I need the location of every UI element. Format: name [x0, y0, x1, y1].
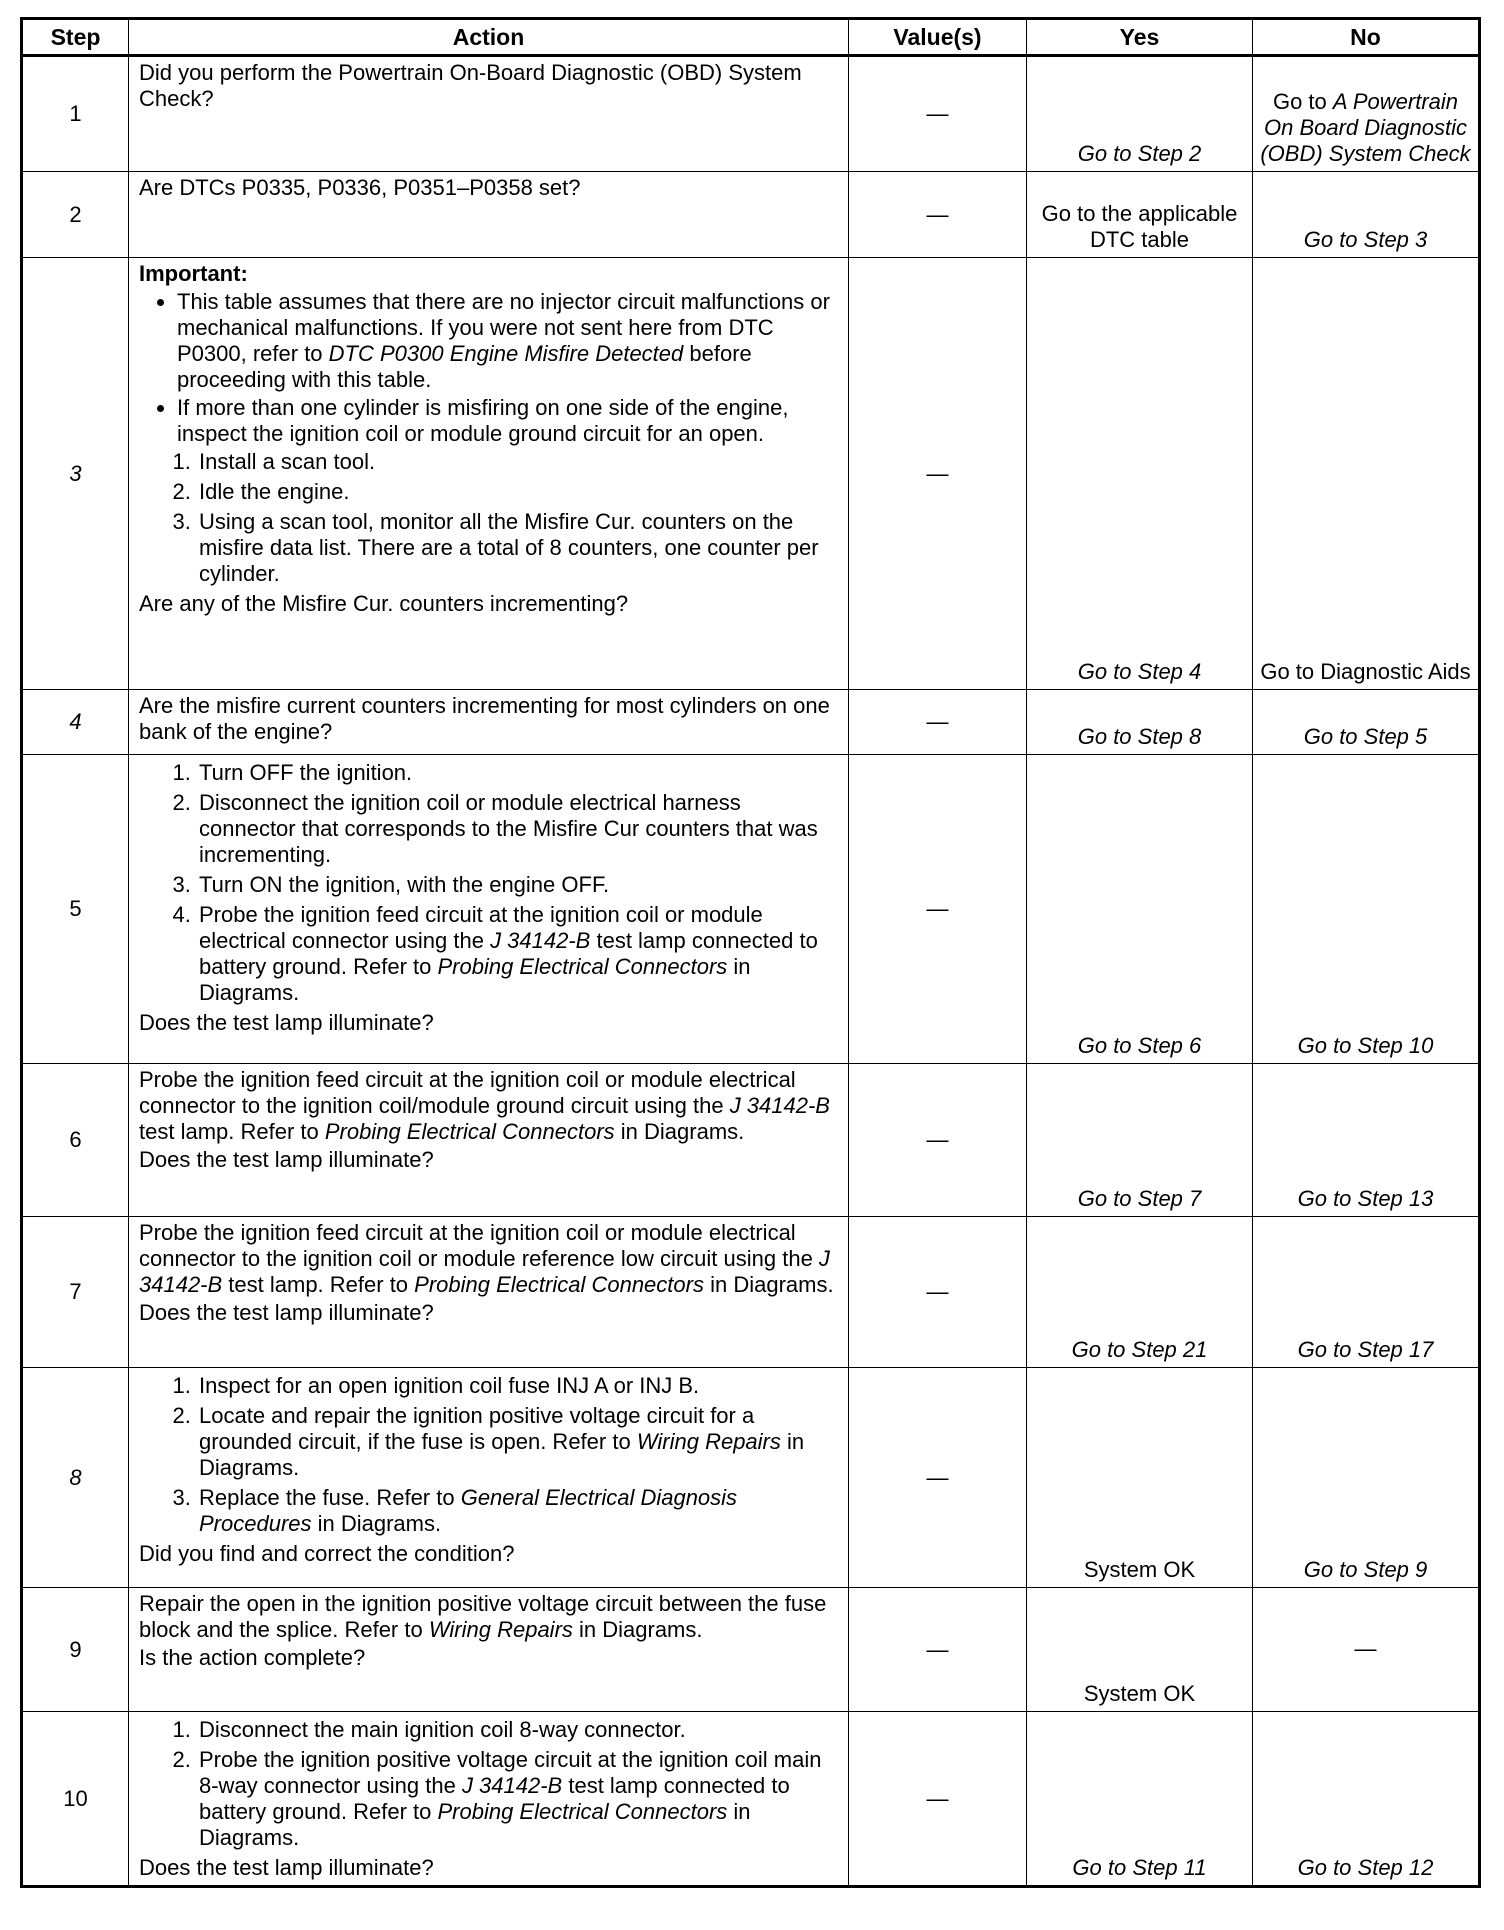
action-question: Does the test lamp illuminate? — [139, 1147, 434, 1172]
step-text: Locate and repair the ignition positive voltage circuit for a grounded circuit, if the fuse is open. Refer to — [199, 1403, 755, 1454]
action-text-part: in Diagrams. — [614, 1119, 745, 1144]
action-question: Does the test lamp illuminate? — [139, 1300, 434, 1325]
action-text: Did you perform the Powertrain On-Board Diagnostic (OBD) System Check? — [139, 60, 802, 111]
doc-link[interactable]: Wiring Repairs — [636, 1429, 781, 1454]
procedure-step: 1. Disconnect the main ignition coil 8-way connector. — [197, 1717, 840, 1743]
action-question: Does the test lamp illuminate? — [139, 1010, 434, 1035]
no-link[interactable]: Go to Diagnostic Aids — [1253, 258, 1480, 690]
procedure-step: 1. Install a scan tool. — [197, 449, 840, 475]
yes-link[interactable]: Go to Step 7 — [1027, 1064, 1253, 1217]
value-cell: — — [849, 1217, 1027, 1368]
action-text-part: Repair the open in the ignition positive voltage circuit between the fuse block and the splice. Refer to — [139, 1591, 827, 1642]
step-text: Replace the fuse. Refer to — [199, 1485, 461, 1510]
action-question: Does the test lamp illuminate? — [139, 1855, 434, 1880]
no-cell: — — [1253, 1588, 1480, 1712]
table-row — [22, 1588, 1480, 1712]
action-question: Are any of the Misfire Cur. counters incrementing? — [139, 591, 629, 616]
action-text-part: test lamp. Refer to — [222, 1272, 415, 1297]
doc-link[interactable]: Probing Electrical Connectors — [437, 954, 728, 979]
step-number: 7 — [22, 1217, 129, 1368]
no-link[interactable]: Go to Step 9 — [1253, 1368, 1480, 1588]
value-cell: — — [849, 690, 1027, 755]
procedure-steps — [139, 1373, 840, 1537]
bullet-text: This table assumes that there are no injector circuit malfunctions or mechanical malfunctions. If you were not sent here from DTC P0300, refer to — [177, 289, 830, 366]
yes-cell: System OK — [1027, 1368, 1253, 1588]
doc-link[interactable]: Probing Electrical Connectors — [324, 1119, 615, 1144]
tool-name: J 34142-B — [461, 1773, 563, 1798]
action-text — [139, 1591, 840, 1643]
table-row — [22, 258, 1480, 690]
yes-cell: Go to the applicable DTC table — [1027, 172, 1253, 258]
procedure-step — [197, 1747, 840, 1851]
step-text: in Diagrams. — [311, 1511, 442, 1536]
value-cell: — — [849, 56, 1027, 172]
table-row — [22, 1064, 1480, 1217]
bullet-item — [177, 289, 840, 393]
step-text: in Diagrams. — [199, 1429, 805, 1480]
action-text-part: test lamp. Refer to — [139, 1119, 325, 1144]
step-number: 2 — [22, 172, 129, 258]
header-yes: Yes — [1027, 19, 1253, 56]
procedure-step: 1. Inspect for an open ignition coil fuse INJ A or INJ B. — [197, 1373, 840, 1399]
table-row — [22, 1217, 1480, 1368]
header-step: Step — [22, 19, 129, 56]
step-text: in Diagrams. — [199, 954, 751, 1005]
value-cell: — — [849, 755, 1027, 1064]
table-row — [22, 172, 1480, 258]
action-cell — [129, 755, 849, 1064]
procedure-steps — [139, 449, 840, 587]
action-cell — [129, 1217, 849, 1368]
yes-cell: System OK — [1027, 1588, 1253, 1712]
value-cell: — — [849, 1368, 1027, 1588]
step-number: 8 — [22, 1368, 129, 1588]
action-text — [139, 1220, 840, 1298]
value-cell: — — [849, 172, 1027, 258]
action-cell — [129, 258, 849, 690]
table-row — [22, 56, 1480, 172]
step-number: 1 — [22, 56, 129, 172]
no-prefix: Go to — [1272, 89, 1333, 114]
no-link[interactable]: Go to Step 5 — [1253, 690, 1480, 755]
doc-link[interactable]: DTC P0300 Engine Misfire Detected — [328, 341, 684, 366]
value-cell: — — [849, 1064, 1027, 1217]
header-no: No — [1253, 19, 1480, 56]
step-number: 9 — [22, 1588, 129, 1712]
action-text-part: Probe the ignition feed circuit at the ignition coil or module electrical connector to the ignition coil/module ground circuit using the — [139, 1067, 796, 1118]
action-cell — [129, 1064, 849, 1217]
action-text — [139, 1067, 840, 1145]
doc-link[interactable]: General Electrical Diagnosis Procedures — [199, 1485, 738, 1536]
no-link[interactable]: Go to Step 3 — [1253, 172, 1480, 258]
table-row — [22, 1368, 1480, 1588]
action-cell — [129, 1712, 849, 1887]
action-text: Are the misfire current counters incrementing for most cylinders on one bank of the engine? — [139, 693, 830, 744]
action-text-part: in Diagrams. — [703, 1272, 834, 1297]
procedure-steps — [139, 1717, 840, 1851]
yes-link[interactable]: Go to Step 21 — [1027, 1217, 1253, 1368]
procedure-step: 2. Disconnect the ignition coil or module electrical harness connector that corresponds to the Misfire Cur counters that was incrementing. — [197, 790, 840, 868]
tool-name: J 34142-B — [729, 1093, 830, 1118]
no-link[interactable]: Go to Step 13 — [1253, 1064, 1480, 1217]
bullet-text: before proceeding with this table. — [177, 341, 752, 392]
yes-link[interactable]: Go to Step 8 — [1027, 690, 1253, 755]
header-values: Value(s) — [849, 19, 1027, 56]
action-cell — [129, 56, 849, 172]
no-link[interactable]: Go to Step 12 — [1253, 1712, 1480, 1887]
yes-link[interactable]: Go to Step 6 — [1027, 755, 1253, 1064]
step-text: test lamp connected to battery ground. Refer to — [199, 928, 818, 979]
procedure-step — [197, 1403, 840, 1481]
tool-name: J 34142-B — [139, 1246, 830, 1297]
no-link[interactable]: Go to Step 17 — [1253, 1217, 1480, 1368]
action-cell — [129, 690, 849, 755]
step-number: 6 — [22, 1064, 129, 1217]
doc-link[interactable]: Probing Electrical Connectors — [437, 1799, 728, 1824]
table-row — [22, 1712, 1480, 1887]
step-text: in Diagrams. — [199, 1799, 751, 1850]
step-number: 10 — [22, 1712, 129, 1887]
tool-name: J 34142-B — [490, 928, 591, 953]
value-cell: — — [849, 1588, 1027, 1712]
action-question: Is the action complete? — [139, 1645, 366, 1670]
action-text-part: Probe the ignition feed circuit at the ignition coil or module electrical connector to the ignition coil or module reference low circuit using the — [139, 1220, 819, 1271]
step-text: test lamp connected to battery ground. Refer to — [199, 1773, 790, 1824]
action-cell — [129, 1588, 849, 1712]
header-action: Action — [129, 19, 849, 56]
value-cell: — — [849, 258, 1027, 690]
yes-link[interactable]: Go to Step 2 — [1027, 56, 1253, 172]
procedure-step: 3. Turn ON the ignition, with the engine OFF. — [197, 872, 840, 898]
important-label: Important: — [139, 261, 248, 286]
value-cell: — — [849, 1712, 1027, 1887]
no-link[interactable]: Go to Step 10 — [1253, 755, 1480, 1064]
yes-link[interactable]: Go to Step 4 — [1027, 258, 1253, 690]
table-row — [22, 690, 1480, 755]
diagnostic-table — [20, 17, 1481, 1888]
yes-link[interactable]: Go to Step 11 — [1027, 1712, 1253, 1887]
procedure-step: 1. Turn OFF the ignition. — [197, 760, 840, 786]
important-bullets — [139, 289, 840, 447]
bullet-item: • If more than one cylinder is misfiring on one side of the engine, inspect the ignition coil or module ground circuit for an open. — [177, 395, 840, 447]
action-cell — [129, 172, 849, 258]
procedure-step: 2. Idle the engine. — [197, 479, 840, 505]
procedure-step — [197, 902, 840, 1006]
action-question: Did you find and correct the condition? — [139, 1541, 515, 1566]
action-text-part: in Diagrams. — [572, 1617, 703, 1642]
action-cell — [129, 1368, 849, 1588]
no-cell — [1253, 56, 1480, 172]
table-row — [22, 755, 1480, 1064]
no-link[interactable]: A Powertrain On Board Diagnostic (OBD) System Check — [1260, 89, 1471, 166]
procedure-step — [197, 1485, 840, 1537]
step-number: 5 — [22, 755, 129, 1064]
step-number: 4 — [22, 690, 129, 755]
step-text: Probe the ignition positive voltage circuit at the ignition coil main 8-way connector using the — [199, 1747, 822, 1798]
step-number: 3 — [22, 258, 129, 690]
procedure-steps — [139, 760, 840, 1006]
procedure-step: 3. Using a scan tool, monitor all the Misfire Cur. counters on the misfire data list. There are a total of 8 counters, one counter per cylinder. — [197, 509, 840, 587]
doc-link[interactable]: Probing Electrical Connectors — [414, 1272, 704, 1297]
header-row — [22, 19, 1480, 56]
doc-link[interactable]: Wiring Repairs — [428, 1617, 573, 1642]
action-text: Are DTCs P0335, P0336, P0351–P0358 set? — [139, 175, 581, 200]
step-text: Probe the ignition feed circuit at the ignition coil or module electrical connector using the — [199, 902, 763, 953]
